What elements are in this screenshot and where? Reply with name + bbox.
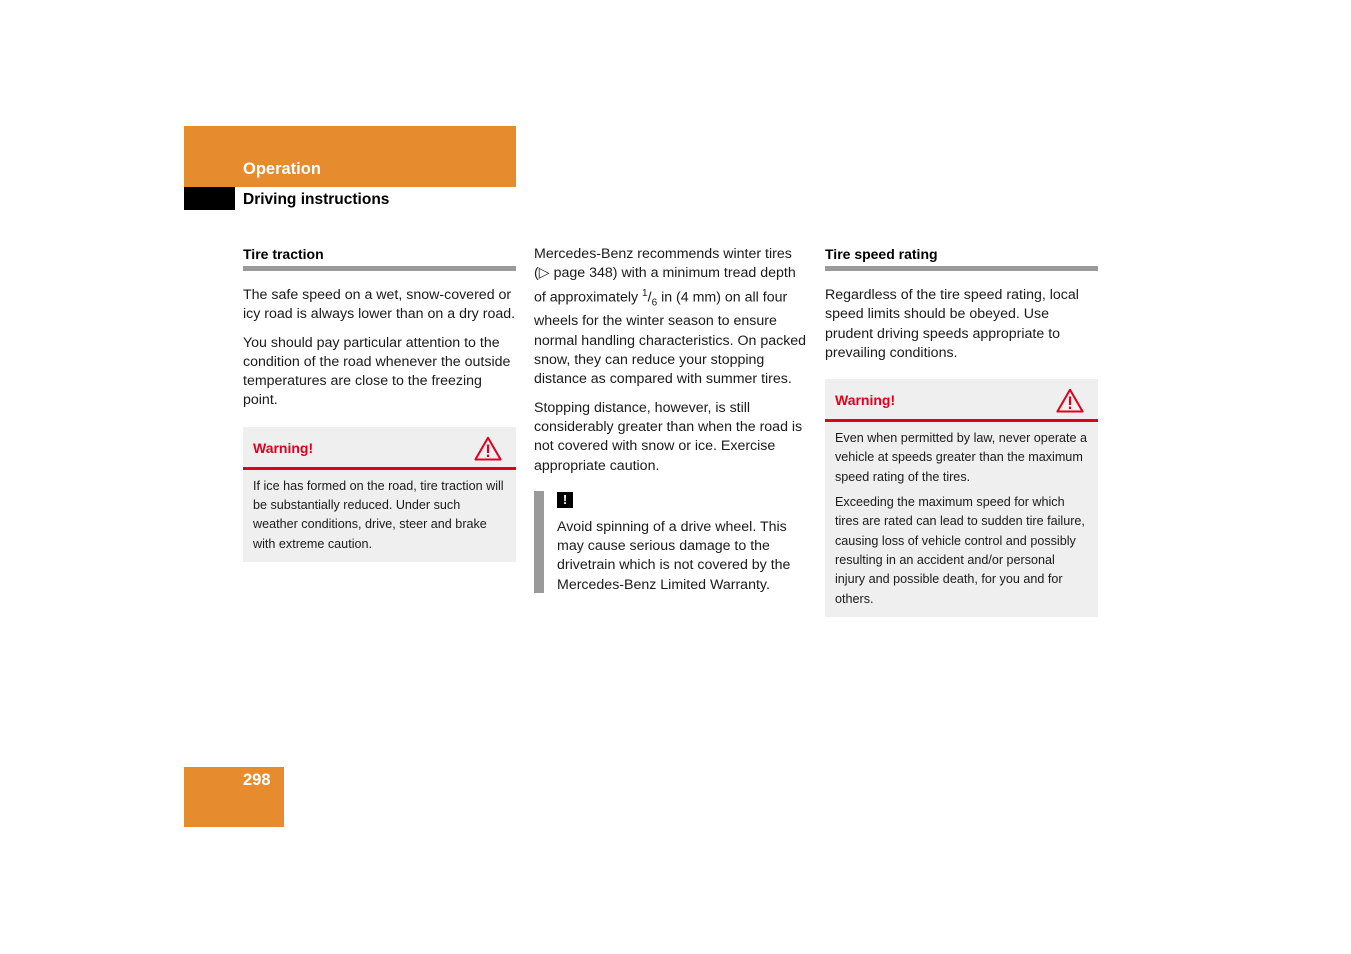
- fraction-denominator: 6: [651, 297, 658, 309]
- winter-tires-text-b: page 348) with a minimum tread depth of approximately: [534, 265, 796, 306]
- column-winter-tires: [534, 245, 807, 595]
- exclamation-icon: !: [557, 492, 573, 508]
- heading-tire-traction: Tire traction: [243, 245, 516, 271]
- subsection-marker: [184, 187, 235, 210]
- warning-header: [825, 379, 1098, 422]
- warning-text-exceeding: Exceeding the maximum speed for which tires are rated can lead to sudden tire failure, causing loss of vehicle control and possibly resulting in an accident and/or personal injury and possible death, for you and for others.: [835, 495, 1085, 606]
- warning-label: Warning!: [253, 439, 314, 456]
- warning-body: [825, 422, 1098, 617]
- fraction-numerator: 1: [642, 287, 648, 299]
- paragraph-winter-tires: [534, 245, 807, 390]
- winter-tires-text-a: Mercedes-Benz recommends winter tires (: [534, 246, 792, 282]
- notice-text: Avoid spinning of a drive wheel. This may cause serious damage to the drivetrain which is not covered by the Mercedes-Benz Limited Warranty.: [557, 518, 791, 593]
- page-number: 298: [243, 771, 271, 789]
- warning-header: [243, 427, 516, 470]
- page-reference-arrow-icon: ▷: [538, 265, 550, 282]
- warning-body: [243, 470, 516, 562]
- subsection-title: Driving instructions: [243, 191, 390, 208]
- notice-box-drive-wheel: [534, 491, 807, 595]
- notice-bar: [534, 491, 544, 593]
- paragraph-safe-speed: The safe speed on a wet, snow-covered or icy road is always lower than on a dry road.: [243, 287, 516, 323]
- header-bar: [184, 126, 516, 187]
- warning-box-speed: [825, 379, 1098, 617]
- warning-triangle-icon: [1056, 388, 1084, 413]
- winter-tires-text-c: in (4 mm) on all four wheels for the winter season to ensure normal handling characteristics. On packed snow, they can reduce your stopping distance as compared with summer tires.: [534, 289, 807, 388]
- warning-text-ice: If ice has formed on the road, tire traction will be substantially reduced. Under such weather conditions, drive, steer and brake with extreme caution.: [253, 478, 504, 551]
- heading-tire-speed-rating: Tire speed rating: [825, 245, 1098, 271]
- column-tire-speed-rating: [825, 245, 1098, 617]
- section-title: Operation: [243, 160, 321, 178]
- column-tire-traction: [243, 245, 516, 562]
- warning-text-permitted: Even when permitted by law, never operate a vehicle at speeds greater than the maximum speed rating of the tires.: [835, 431, 1088, 484]
- warning-box-ice: [243, 427, 516, 562]
- paragraph-road-condition: You should pay particular attention to the condition of the road whenever the outside temperatures are close to the freezing point.: [243, 334, 511, 409]
- paragraph-speed-limits: Regardless of the tire speed rating, local speed limits should be obeyed. Use prudent driving speeds appropriate to prevailing conditions.: [825, 287, 1079, 361]
- paragraph-stopping-distance: Stopping distance, however, is still considerably greater than when the road is not covered with snow or ice. Exercise appropriate caution.: [534, 399, 803, 474]
- fraction-slash: /: [647, 289, 652, 306]
- warning-label: Warning!: [835, 392, 896, 409]
- warning-triangle-icon: [474, 436, 502, 461]
